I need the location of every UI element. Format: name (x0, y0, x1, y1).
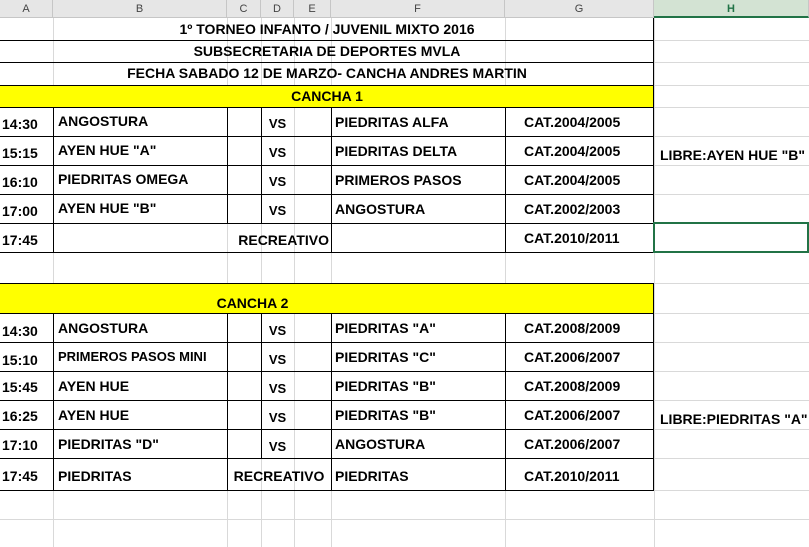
match-time[interactable]: 17:45 (2, 468, 38, 484)
match-time[interactable]: 17:00 (2, 203, 38, 219)
team-home[interactable]: PIEDRITAS OMEGA (58, 171, 189, 187)
cancha2-label[interactable]: CANCHA 2 (216, 295, 289, 311)
cancha2-libre-note[interactable]: LIBRE:PIEDRITAS "A" (660, 411, 808, 427)
match-time[interactable]: 15:10 (2, 352, 38, 368)
team-home[interactable]: AYEN HUE (58, 378, 130, 394)
category[interactable]: CAT.2002/2003 (524, 201, 621, 217)
recreativo-label[interactable]: RECREATIVO (233, 468, 325, 484)
category[interactable]: CAT.2008/2009 (524, 378, 621, 394)
column-header-e[interactable]: E (294, 0, 331, 18)
team-home[interactable]: PIEDRITAS (58, 468, 132, 484)
team-away[interactable]: PIEDRITAS "A" (335, 320, 436, 336)
vs-label[interactable]: VS (268, 439, 287, 454)
category[interactable]: CAT.2006/2007 (524, 436, 621, 452)
team-away[interactable]: PIEDRITAS DELTA (335, 143, 458, 159)
team-home[interactable]: PIEDRITAS "D" (58, 436, 159, 452)
organizer-title[interactable]: SUBSECRETARIA DE DEPORTES MVLA (193, 43, 461, 59)
match-time[interactable]: 14:30 (2, 116, 38, 132)
match-time[interactable]: 17:10 (2, 437, 38, 453)
cancha1-libre-note[interactable]: LIBRE:AYEN HUE "B" (660, 147, 805, 163)
column-header-h[interactable]: H (654, 0, 809, 18)
selected-cell-h[interactable] (653, 222, 809, 253)
column-header-a[interactable]: A (0, 0, 53, 18)
team-home[interactable]: AYEN HUE (58, 407, 130, 423)
match-time[interactable]: 16:10 (2, 174, 38, 190)
team-away[interactable]: PIEDRITAS ALFA (335, 114, 449, 130)
recreativo-label[interactable]: RECREATIVO (238, 232, 329, 248)
team-away[interactable]: PIEDRITAS "B" (335, 407, 436, 423)
team-home[interactable]: ANGOSTURA (58, 320, 149, 336)
vs-label[interactable]: VS (268, 323, 287, 338)
vs-label[interactable]: VS (268, 116, 287, 131)
category[interactable]: CAT.2004/2005 (524, 172, 621, 188)
cancha1-label[interactable]: CANCHA 1 (291, 88, 363, 104)
vs-label[interactable]: VS (268, 381, 287, 396)
vs-label[interactable]: VS (268, 174, 287, 189)
team-away[interactable]: PIEDRITAS "B" (335, 378, 436, 394)
category[interactable]: CAT.2008/2009 (524, 320, 621, 336)
category[interactable]: CAT.2006/2007 (524, 407, 621, 423)
match-time[interactable]: 14:30 (2, 323, 38, 339)
category[interactable]: CAT.2004/2005 (524, 114, 621, 130)
match-time[interactable]: 15:15 (2, 145, 38, 161)
team-away[interactable]: ANGOSTURA (335, 436, 426, 452)
match-time[interactable]: 15:45 (2, 379, 38, 395)
team-home[interactable]: AYEN HUE "A" (58, 142, 157, 158)
vs-label[interactable]: VS (268, 145, 287, 160)
category[interactable]: CAT.2010/2011 (524, 230, 620, 246)
team-home[interactable]: AYEN HUE "B" (58, 200, 157, 216)
match-time[interactable]: 17:45 (2, 232, 38, 248)
vs-label[interactable]: VS (268, 203, 287, 218)
team-home[interactable]: ANGOSTURA (58, 113, 149, 129)
team-away[interactable]: ANGOSTURA (335, 201, 426, 217)
match-time[interactable]: 16:25 (2, 408, 38, 424)
tournament-title[interactable]: 1º TORNEO INFANTO / JUVENIL MIXTO 2016 (179, 21, 475, 37)
column-header-d[interactable]: D (261, 0, 294, 18)
category[interactable]: CAT.2006/2007 (524, 349, 621, 365)
team-away[interactable]: PIEDRITAS "C" (335, 349, 436, 365)
team-home[interactable]: PRIMEROS PASOS MINI (58, 349, 207, 364)
column-header-g[interactable]: G (505, 0, 654, 18)
category[interactable]: CAT.2004/2005 (524, 143, 621, 159)
category[interactable]: CAT.2010/2011 (524, 468, 620, 484)
column-header-c[interactable]: C (227, 0, 261, 18)
vs-label[interactable]: VS (268, 410, 287, 425)
column-header-f[interactable]: F (331, 0, 505, 18)
team-away[interactable]: PRIMEROS PASOS (335, 172, 462, 188)
vs-label[interactable]: VS (268, 352, 287, 367)
date-title[interactable]: FECHA SABADO 12 DE MARZO- CANCHA ANDRES MARTIN (127, 65, 527, 81)
column-header-b[interactable]: B (53, 0, 227, 18)
team-away[interactable]: PIEDRITAS (335, 468, 409, 484)
